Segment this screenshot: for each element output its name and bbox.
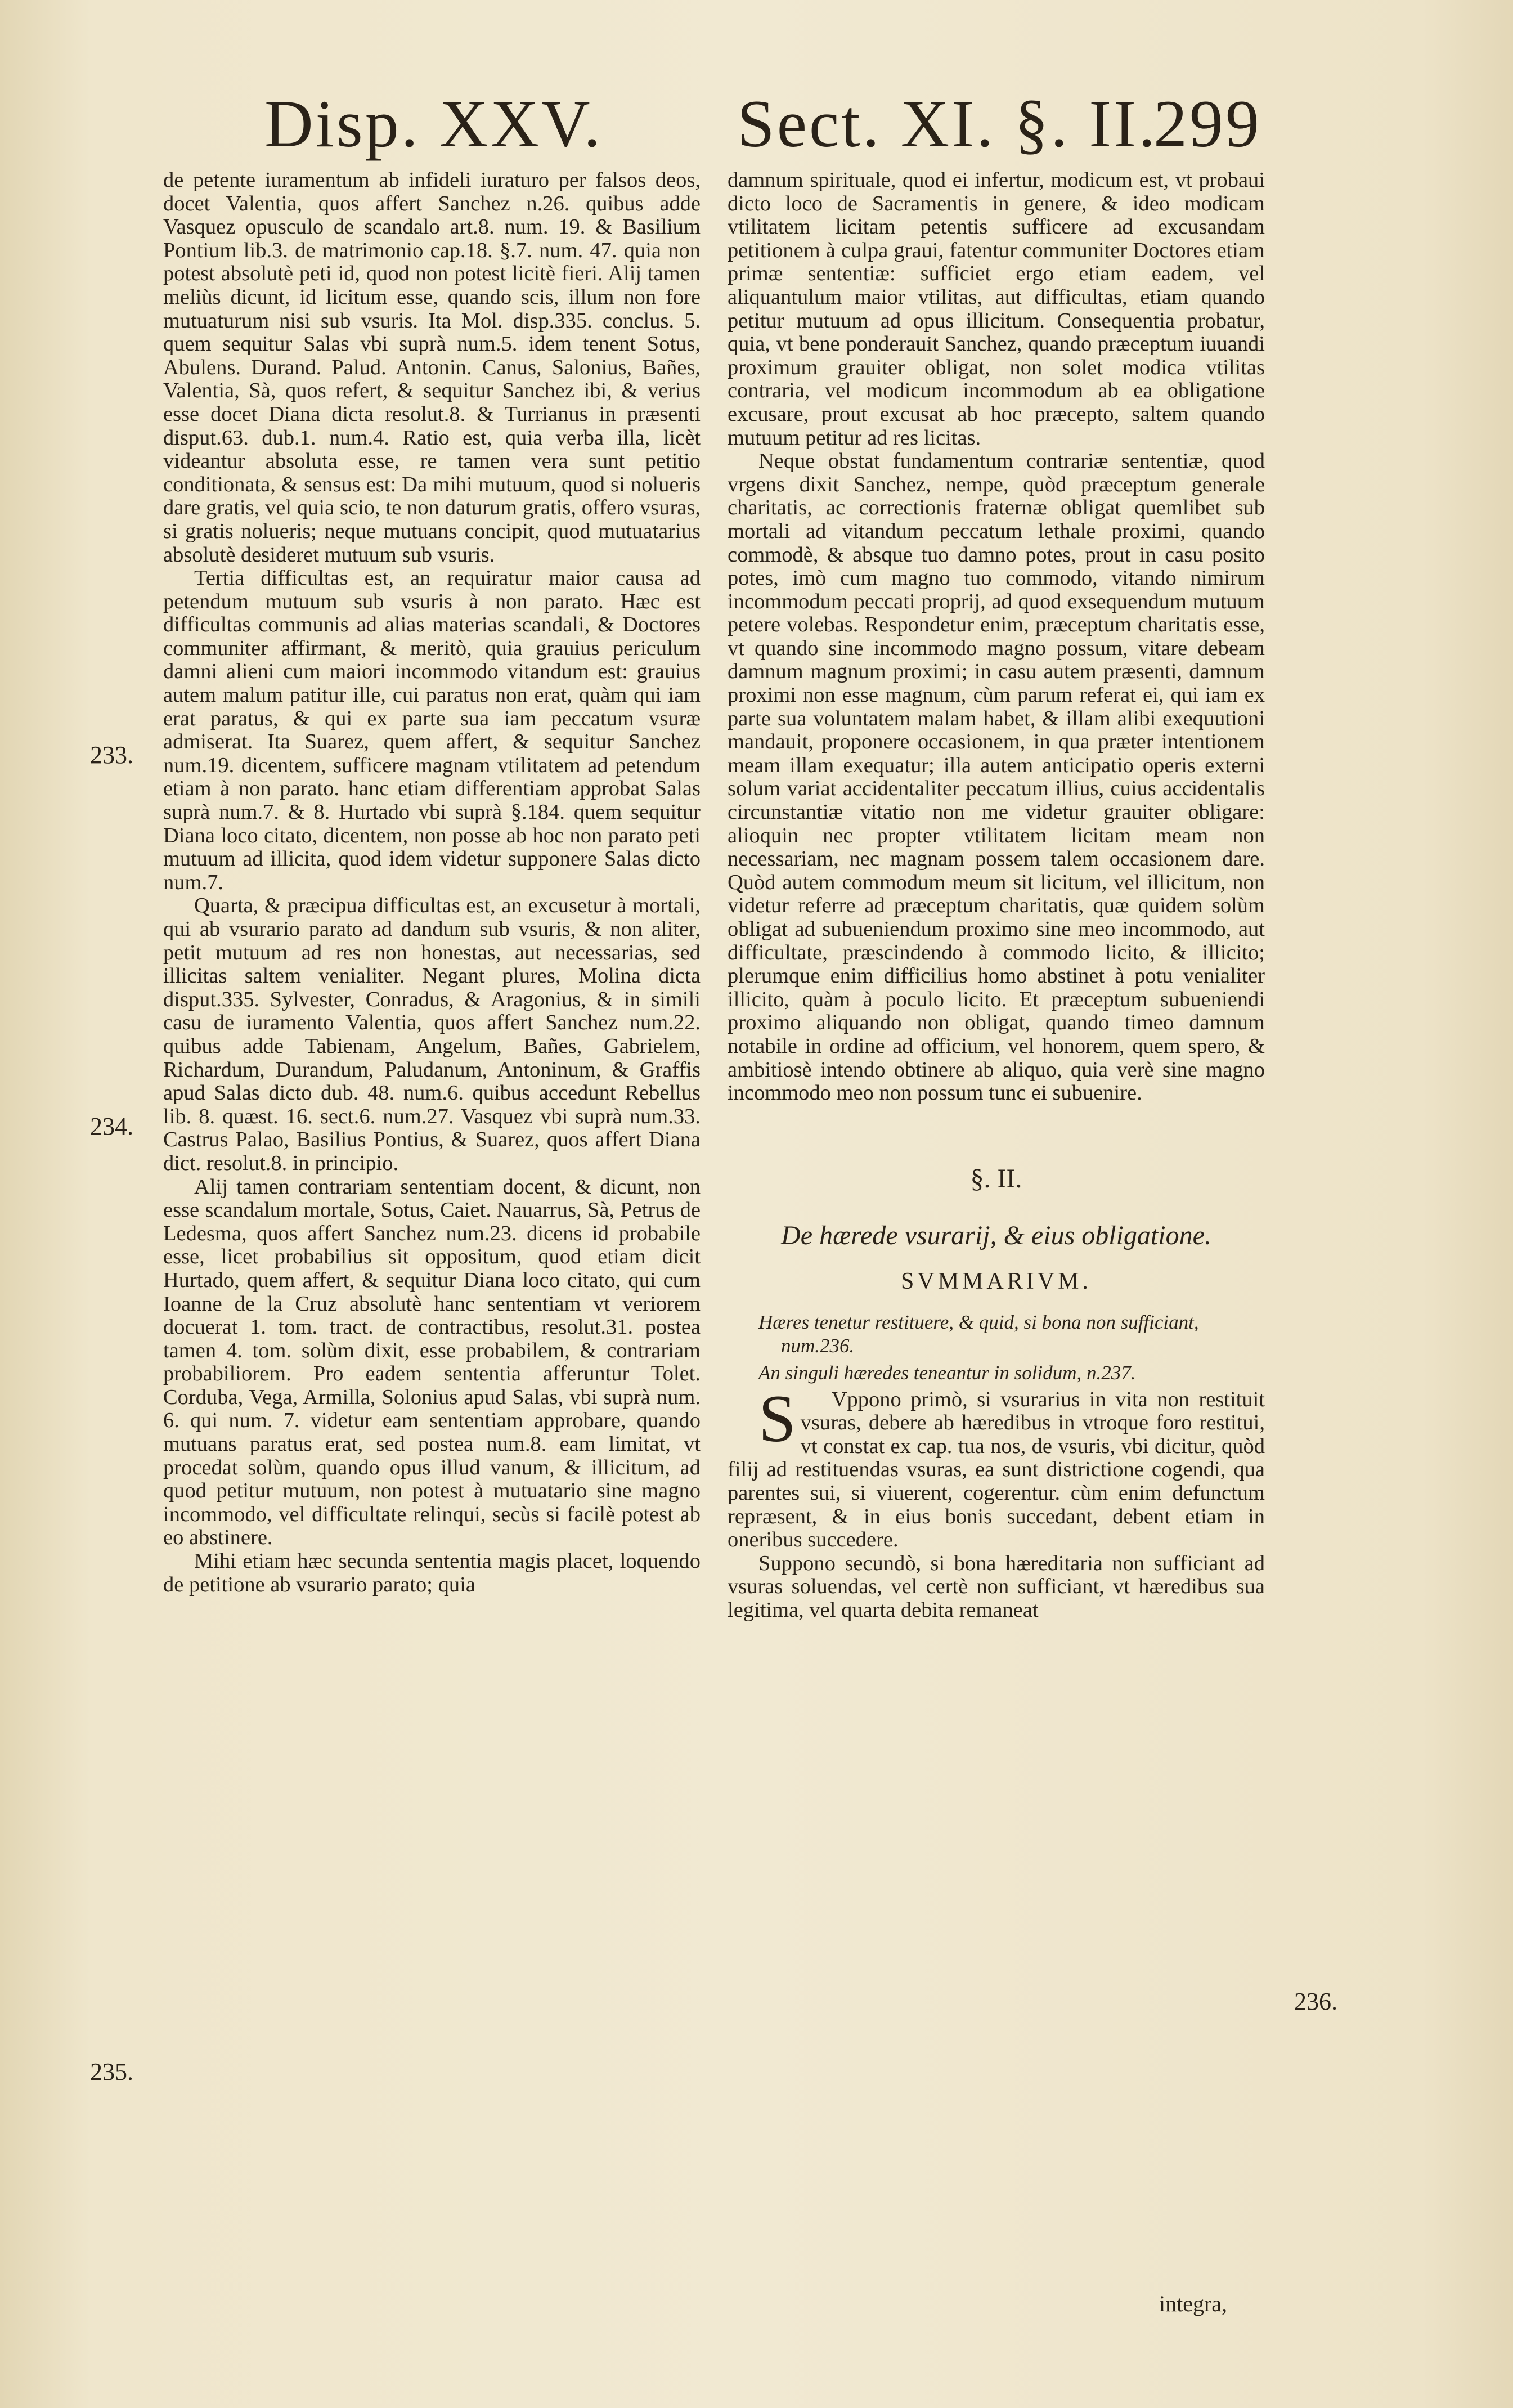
catchword: integra,	[1159, 2291, 1228, 2316]
paragraph: de petente iuramentum ab infideli iuraturo per falsos deos, docet Valentia, quos affert Sanchez n.26. quibus adde Vasquez opusculo de scandalo art.8. num. 19. & Basilium Pontium lib.3. de matrimonio cap.18. §.7. num. 47. quia non potest absolutè peti id, quod non potest licitè fieri. Alij tamen meliùs dicunt, id licitum esse, quando scis, illum non fore mutuaturum nisi sub vsuris. Ita Mol. disp.335. conclus. 5. quem sequitur Salas vbi suprà num.5. idem tenent Sotus, Abulens. Durand. Palud. Antonin. Canus, Salonius, Bañes, Valentia, Sà, quos refert, & sequitur Sanchez ibi, & verius esse docet Diana dicta resolut.8. & Turrianus in præsenti disput.63. dub.1. num.4. Ratio est, quia verba illa, licèt videantur absoluta esse, re tamen vera sunt petitio conditionata, & sensus est: Da mihi mutuum, quod si nolueris dare gratis, vel quia scio, te non daturum gratis, offero vsuras, si gratis nolueris; neque mutuans concipit, quod mutuatarius absolutè desideret mutuum sub vsuris.	[163, 169, 701, 567]
paragraph: damnum spirituale, quod ei infertur, modicum est, vt probaui dicto loco de Sacramentis in genere, & ideo modicam vtilitatem licitam petentis sufficere ad excusandam petitionem à culpa graui, fatentur communiter Doctores etiam primæ sententiæ: sufficiet ergo etiam eadem, vel aliquantulum maior vtilitas, aut difficultas, etiam quando petitur mutuum ad opus illicitum. Consequentia probatur, quia, vt bene ponderauit Sanchez, quando præceptum iuuandi proximum grauiter obligat, non solet modica vtilitas contraria, vel modicum incommodum ab ea obligatione excusare, prout excusat ab hoc præcepto, saltem quando mutuum petitur ad res licitas.	[728, 169, 1265, 450]
margin-number-233: 233.	[90, 741, 133, 769]
paragraph-234: Quarta, & præcipua difficultas est, an excusetur à mortali, qui ab vsurario parato ad dandum sub vsuris, & non aliter, petit mutuum ad res non honestas, aut necessarias, sed illicitas saltem venialiter. Negant plures, Molina dicta disput.335. Sylvester, Conradus, & Aragonius, & in simili casu de iuramento Valentia, quos affert Sanchez num.22. quibus adde Tabienam, Angelum, Bañes, Gabrielem, Richardum, Durandum, Paludanum, Antoninum, & Graffis apud Salas dicto dub. 48. num.6. quibus accedunt Rebellus lib. 8. quæst. 16. sect.6. num.27. Vasquez vbi suprà num.33. Castrus Palao, Basilius Pontius, & Suarez, quos affert Diana dict. resolut.8. in principio.	[163, 894, 701, 1175]
right-column	[728, 169, 1265, 2296]
paragraph-233: Tertia difficultas est, an requiratur maior causa ad petendum mutuum sub vsuris à non parato. Hæc est difficultas communis ad alias materias scandali, & Doctores communiter affirmant, & meritò, quia grauius periculum damni alieni cum maiori incommodo vitandum est: grauius autem malum patitur ille, cui paratus non erat, quàm qui iam erat paratus, & qui ex parte sua iam peccatum vsuræ admiserat. Ita Suarez, quem affert, & sequitur Sanchez num.19. dicentem, sufficere magnam vtilitatem ad petendum etiam à non parato. hanc etiam differentiam approbat Salas suprà num.7. & 8. Hurtado vbi suprà §.184. quem sequitur Diana loco citato, dicentem, non posse ab hoc non parato peti mutuum ad illicita, quod idem videtur supponere Salas dicto num.7.	[163, 566, 701, 894]
summary-item: Hæres tenetur restituere, & quid, si bona non sufficiant, num.236.	[758, 1311, 1199, 1357]
paragraph: Neque obstat fundamentum contrariæ sententiæ, quod vrgens dixit Sanchez, nempe, quòd præceptum generale charitatis, ac correctionis fraternæ obligat quemlibet sub mortali ad vitandum peccatum lethale proximi, quando commodè, & absque tuo damno potes, prout in casu posito potes, imò cum magno tuo commodo, vitando nimirum incommodum peccati proprij, ad quod exsequendum mutuum petere volebas. Respondetur enim, præceptum charitatis esse, vt quando sine incommodo magno possum, vitare debeam damnum magnum proximi; in casu autem præsenti, damnum proximi non esse magnum, cùm parum referat ei, qui iam ex parte sua voluntatem malam habet, & illam alibi exequutioni mandauit, proponere occasionem, in qua præter intentionem meam illam exequatur; illa autem anticipatio operis externi solum variat accidentaliter peccatum illius, cuius accidentalis circunstantiæ vitatio non me videtur grauiter obligare: alioquin nec propter vtilitatem licitam meam non necessariam, nec magnam possem talem occasionem dare. Quòd autem commodum meum sit licitum, vel illicitum, non videtur referre ad præceptum charitatis, quæ quidem solùm obligat ad subueniendum proximo sine meo incommodo, aut difficultate, præscindendo à commodo licito, & illicito; plerumque enim difficilius homo abstinet à potu venialiter illicito, quàm à poculo licito. Et præceptum subueniendi proximo aliquando non obligat, quando timeo damnum notabile in ordine ad officium, vel honorem, quem spero, & ambitiosè intendo obtinere ab aliquo, quia verè sine magno incommodo meo non possum tunc ei subuenire.	[728, 449, 1265, 1105]
paragraph-235: Mihi etiam hæc secunda sententia magis placet, loquendo de petitione ab vsurario parato; quia	[163, 1549, 701, 1597]
margin-number-235: 235.	[90, 2058, 133, 2086]
margin-number-234: 234.	[90, 1113, 133, 1140]
paragraph-237: Suppono secundò, si bona hæreditaria non sufficiant ad vsuras soluendas, vel certè non sufficiant, vt hæredibus sua legitima, vel quarta debita remaneat	[728, 1551, 1265, 1622]
section-title: De hærede vsurarij, & eius obligatione.	[781, 1221, 1211, 1251]
header-section: Sect. XI. §. II.	[737, 86, 1158, 161]
drop-cap: S	[758, 1380, 796, 1456]
margin-number-236: 236.	[1294, 1988, 1337, 2015]
section-heading: §. II.	[970, 1163, 1022, 1194]
header-disputation: Disp. XXV.	[264, 86, 603, 161]
paragraph-236-text: Vppono primò, si vsurarius in vita non restituit vsuras, debere ab hæredibus in vtroque foro restitui, vt constat ex cap. tua nos, de vsuris, vbi dicitur, quòd filij ad restituendas vsuras, ea sunt districtione cogendi, qua parentes sui, si viuerent, cogerentur. cùm enim defunctum repræsent, & in eius bonis succedant, debent etiam in oneribus succedere.	[728, 1387, 1265, 1552]
paragraph: Alij tamen contrariam sententiam docent, & dicunt, non esse scandalum mortale, Sotus, Caiet. Nauarrus, Sà, Petrus de Ledesma, quos affert Sanchez num.23. dicens id probabile esse, licet probabilius sit oppositum, quod etiam dicit Hurtado, quem affert, & sequitur Diana loco citato, qui cum Ioanne de la Cruz absolutè hanc sententiam vt veriorem docuerat 1. tom. tract. de contractibus, resolut.31. postea tamen 4. tom. solùm dixit, esse probabilem, & contrariam probabiliorem. Pro eadem sententia afferuntur Tolet. Corduba, Vega, Armilla, Solonius apud Salas, vbi suprà num. 6. qui num. 7. videtur eam sententiam approbare, quando mutuans paratus erat, sed postea num.8. eam limitat, vt procedat solùm, quando opus illud vanum, & illicitum, ad quod petitur mutuum, non potest à mutuatario sine magno incommodo, vel difficultate relinqui, secùs si facilè potest ab eo abstinere.	[163, 1174, 701, 1550]
paragraph-236	[728, 1380, 1265, 1552]
summary-heading: SVMMARIVM.	[901, 1268, 1092, 1294]
left-column	[163, 169, 701, 2296]
running-header	[0, 79, 1513, 169]
summary-item: An singuli hæredes teneantur in solidum, n.237.	[758, 1361, 1136, 1384]
page-number: 299	[1153, 86, 1261, 161]
